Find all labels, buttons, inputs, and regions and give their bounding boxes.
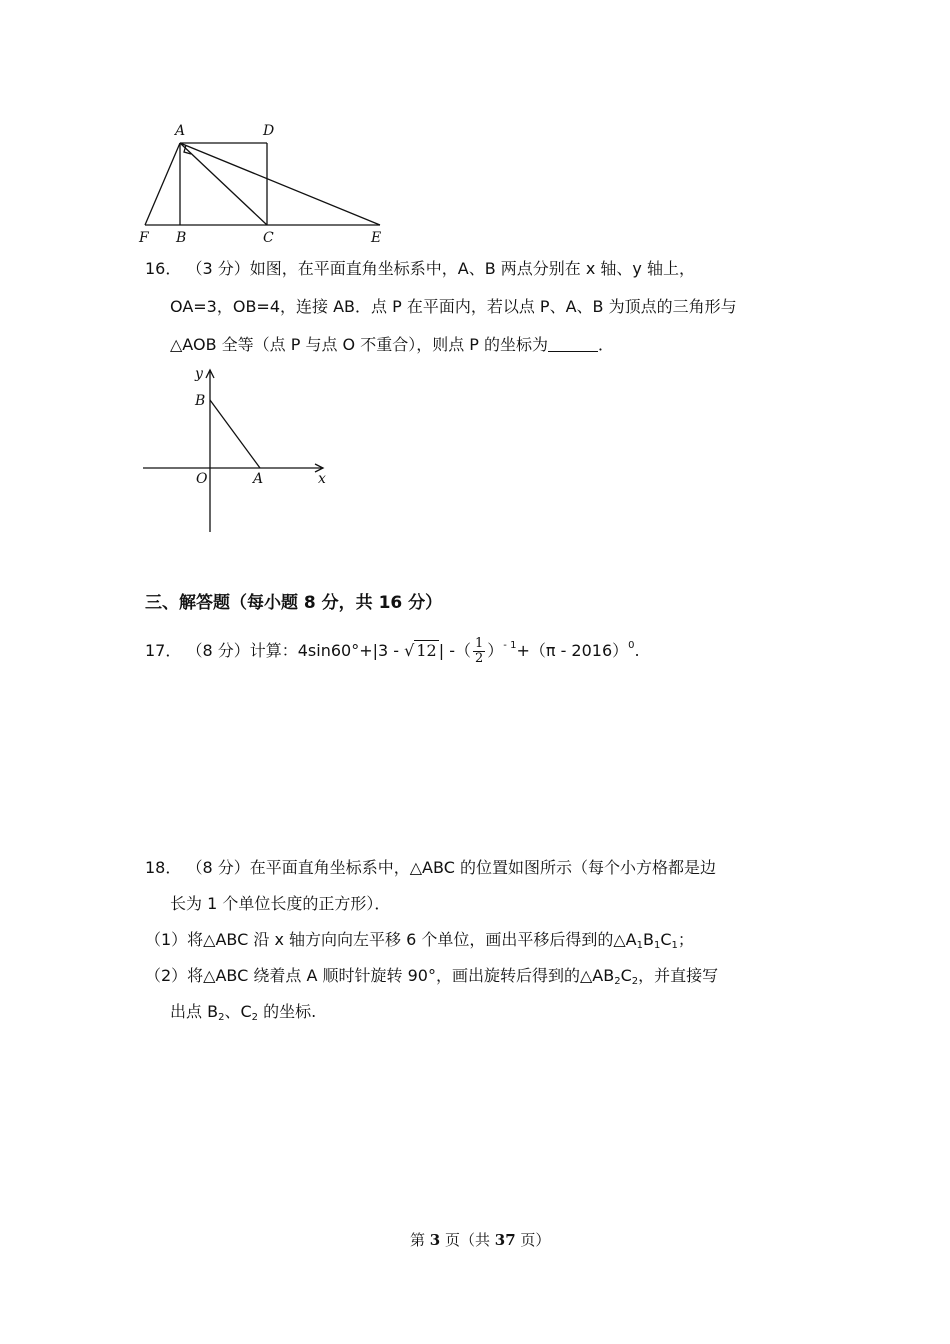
- q17-score: （8 分）: [186, 641, 250, 660]
- answer-blank[interactable]: [548, 335, 598, 352]
- q18-part2-text: （2）将△ABC 绕着点 A 顺时针旋转 90°，画出旋转后得到的△AB: [145, 966, 615, 985]
- q18-part3-c: 、C: [224, 1002, 252, 1021]
- q18-part1-c: C: [660, 930, 672, 949]
- frac-denominator: 2: [474, 651, 484, 666]
- sqrt-symbol: √ 12: [404, 641, 437, 660]
- sub-c2: 2: [631, 976, 639, 987]
- figure-coordinate-plane: [135, 362, 335, 537]
- sub-b2: 2: [614, 976, 621, 987]
- q16-number: 16．: [145, 259, 182, 278]
- q16-line3: [170, 334, 614, 356]
- q18-text1: 在平面直角坐标系中，△ABC 的位置如图所示（每个小方格都是边: [249, 858, 716, 877]
- q18-part3-text: 出点 B: [170, 1002, 219, 1021]
- q17-close: ）: [487, 641, 504, 660]
- q18-part1-end: ；: [677, 930, 694, 949]
- point-label-a: A: [253, 471, 264, 487]
- q18-line1: [145, 857, 716, 879]
- q17-exponent: - 1: [503, 640, 517, 651]
- q17-prefix: 计算：4sin60°+|3 -: [249, 641, 400, 660]
- q18-part1-b: B: [643, 930, 654, 949]
- axis-label-y: y: [195, 366, 203, 382]
- sub-c2-point: 2: [251, 1012, 259, 1023]
- sub-b1: 1: [654, 940, 661, 951]
- q18-part2-end: ，并直接写: [638, 966, 719, 985]
- sub-b2-point: 2: [218, 1012, 225, 1023]
- q17-end: .: [634, 641, 640, 660]
- footer-mid: 页（共: [440, 1231, 495, 1249]
- q16-text1: 如图，在平面直角坐标系中，A、B 两点分别在 x 轴、y 轴上，: [249, 259, 695, 278]
- q18-line2: 长为 1 个单位长度的正方形）．: [170, 894, 391, 913]
- sqrt-radicand: 12: [416, 641, 437, 660]
- footer-post: 页）: [515, 1231, 551, 1249]
- q16-score: （3 分）: [186, 259, 250, 278]
- q17-exponent-zero: 0: [628, 640, 635, 651]
- q16-text3: △AOB 全等（点 P 与点 O 不重合），则点 P 的坐标为: [170, 335, 549, 354]
- footer-page-number: 3: [429, 1231, 441, 1249]
- q16-line2: OA=3，OB=4，连接 AB．点 P 在平面内，若以点 P、A、B 为顶点的三角形与: [170, 297, 737, 316]
- frac-numerator: 1: [474, 636, 484, 651]
- fraction-one-half: [473, 637, 485, 666]
- sub-c1: 1: [671, 940, 678, 951]
- label-d: D: [263, 123, 275, 139]
- footer-pre: 第: [410, 1231, 430, 1249]
- figure-rectangle-triangle: [135, 118, 395, 248]
- point-label-o: O: [196, 471, 208, 487]
- q17-tail: +（π - 2016）: [516, 641, 629, 660]
- label-b: B: [176, 230, 187, 246]
- q18-part2: [145, 965, 718, 993]
- section-heading: 三、解答题（每小题 8 分，共 16 分）: [145, 593, 443, 613]
- q18-score: （8 分）: [186, 858, 250, 877]
- page-footer: [410, 1229, 550, 1250]
- q16-line1: [145, 258, 695, 280]
- footer-total-pages: 37: [494, 1231, 516, 1249]
- axis-label-x: x: [318, 471, 326, 487]
- q17-mid: | -（: [438, 641, 471, 660]
- label-a: A: [175, 123, 186, 139]
- q18-part1: [145, 929, 694, 957]
- q18-part3-end: 的坐标.: [258, 1002, 317, 1021]
- label-f: F: [139, 230, 149, 246]
- q17-number: 17．: [145, 641, 182, 660]
- sub-a1: 1: [636, 940, 644, 951]
- q18-part3: [170, 1001, 316, 1029]
- label-c: C: [263, 230, 274, 246]
- q18-part1-text: （1）将△ABC 沿 x 轴方向向左平移 6 个单位，画出平移后得到的△A: [145, 930, 637, 949]
- q16-end: ．: [598, 335, 615, 354]
- label-e: E: [371, 230, 382, 246]
- q17-line: [145, 635, 640, 666]
- q18-part2-c: C: [620, 966, 632, 985]
- q18-number: 18．: [145, 858, 182, 877]
- point-label-b: B: [195, 393, 206, 409]
